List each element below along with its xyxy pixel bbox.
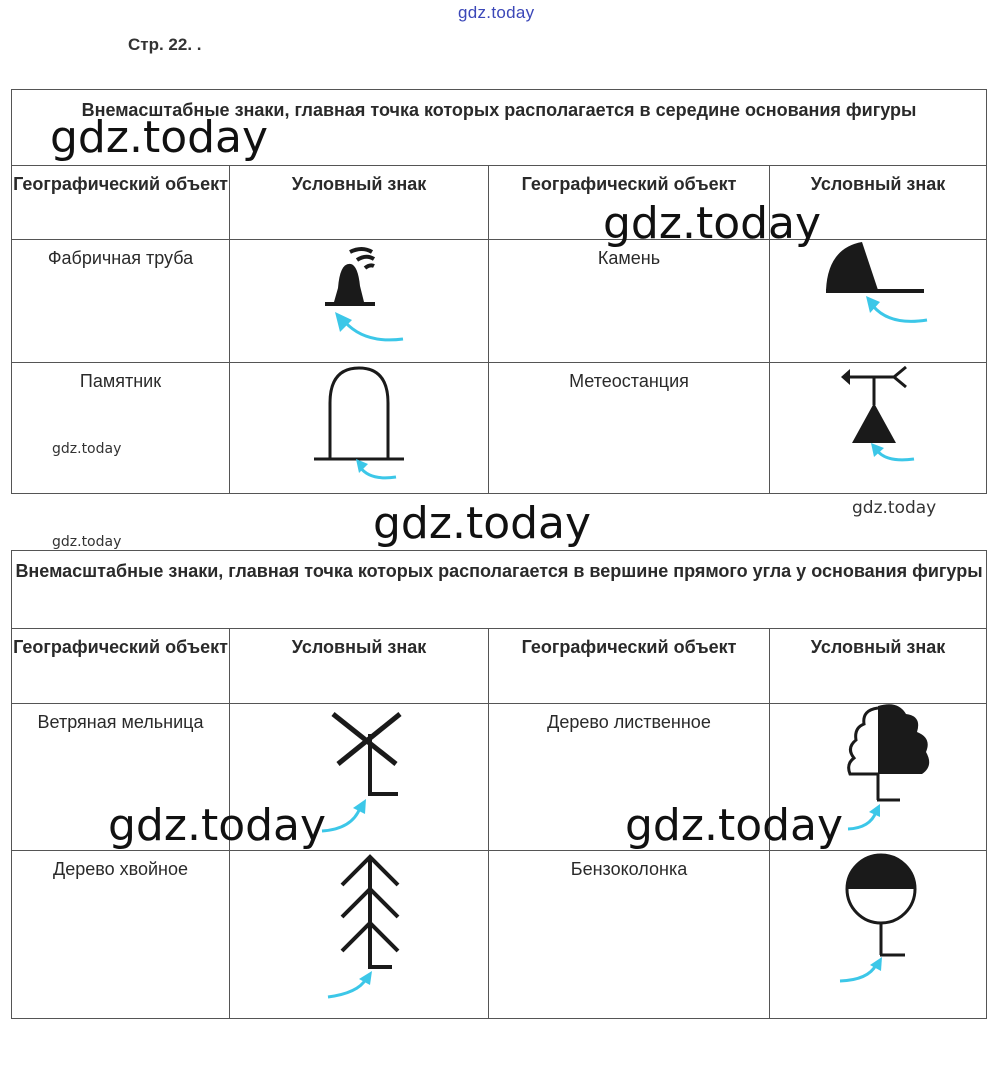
object-name: Памятник: [12, 363, 230, 494]
object-name: Дерево хвойное: [12, 851, 230, 1019]
object-name: Ветряная мельница: [12, 704, 230, 851]
watermark-text: gdz.today: [373, 498, 592, 549]
table-row: [12, 363, 987, 494]
monument-icon: [230, 363, 489, 494]
top-watermark: gdz.today: [458, 3, 535, 22]
table2-col-symbol: Условный знак: [230, 629, 489, 704]
windmill-icon: [230, 704, 489, 851]
watermark-text: gdz.today: [108, 800, 327, 851]
table2-col-object: Географический объект: [12, 629, 230, 704]
table1-col-symbol: Условный знак: [230, 166, 489, 240]
table1-col-object-2: Географический объект: [489, 166, 770, 240]
table-row: [12, 704, 987, 851]
object-name: Бензоколонка: [489, 851, 770, 1019]
watermark-text: gdz.today: [603, 198, 822, 249]
symbols-table-2: [11, 550, 987, 1019]
table2-col-symbol-2: Условный знак: [770, 629, 987, 704]
watermark-text: gdz.today: [50, 112, 269, 163]
watermark-text: gdz.today: [852, 498, 937, 518]
table2-title: Внемасштабные знаки, главная точка которых располагается в вершине прямого угла у основания фигуры: [12, 551, 987, 629]
watermark-text: gdz.today: [52, 441, 122, 457]
table-row: [12, 240, 987, 363]
conifer-tree-icon: [230, 851, 489, 1019]
table1-title: Внемасштабные знаки, главная точка которых располагается в середине основания фигуры: [12, 90, 987, 166]
factory-chimney-icon: [230, 240, 489, 363]
page-label: Стр. 22. .: [128, 35, 202, 54]
table2-col-object-2: Географический объект: [489, 629, 770, 704]
watermark-text: gdz.today: [625, 800, 844, 851]
gas-station-icon: [770, 851, 987, 1019]
object-name: Фабричная труба: [12, 240, 230, 363]
object-name: Камень: [489, 240, 770, 363]
table-row: [12, 851, 987, 1019]
table1-col-symbol-2: Условный знак: [770, 166, 987, 240]
watermark-text: gdz.today: [52, 534, 122, 550]
symbols-table-1: [11, 89, 987, 494]
stone-icon: [770, 240, 987, 363]
weather-station-icon: [770, 363, 987, 494]
table1-col-object: Географический объект: [12, 166, 230, 240]
object-name: Метеостанция: [489, 363, 770, 494]
deciduous-tree-icon: [770, 704, 987, 851]
object-name: Дерево лиственное: [489, 704, 770, 851]
